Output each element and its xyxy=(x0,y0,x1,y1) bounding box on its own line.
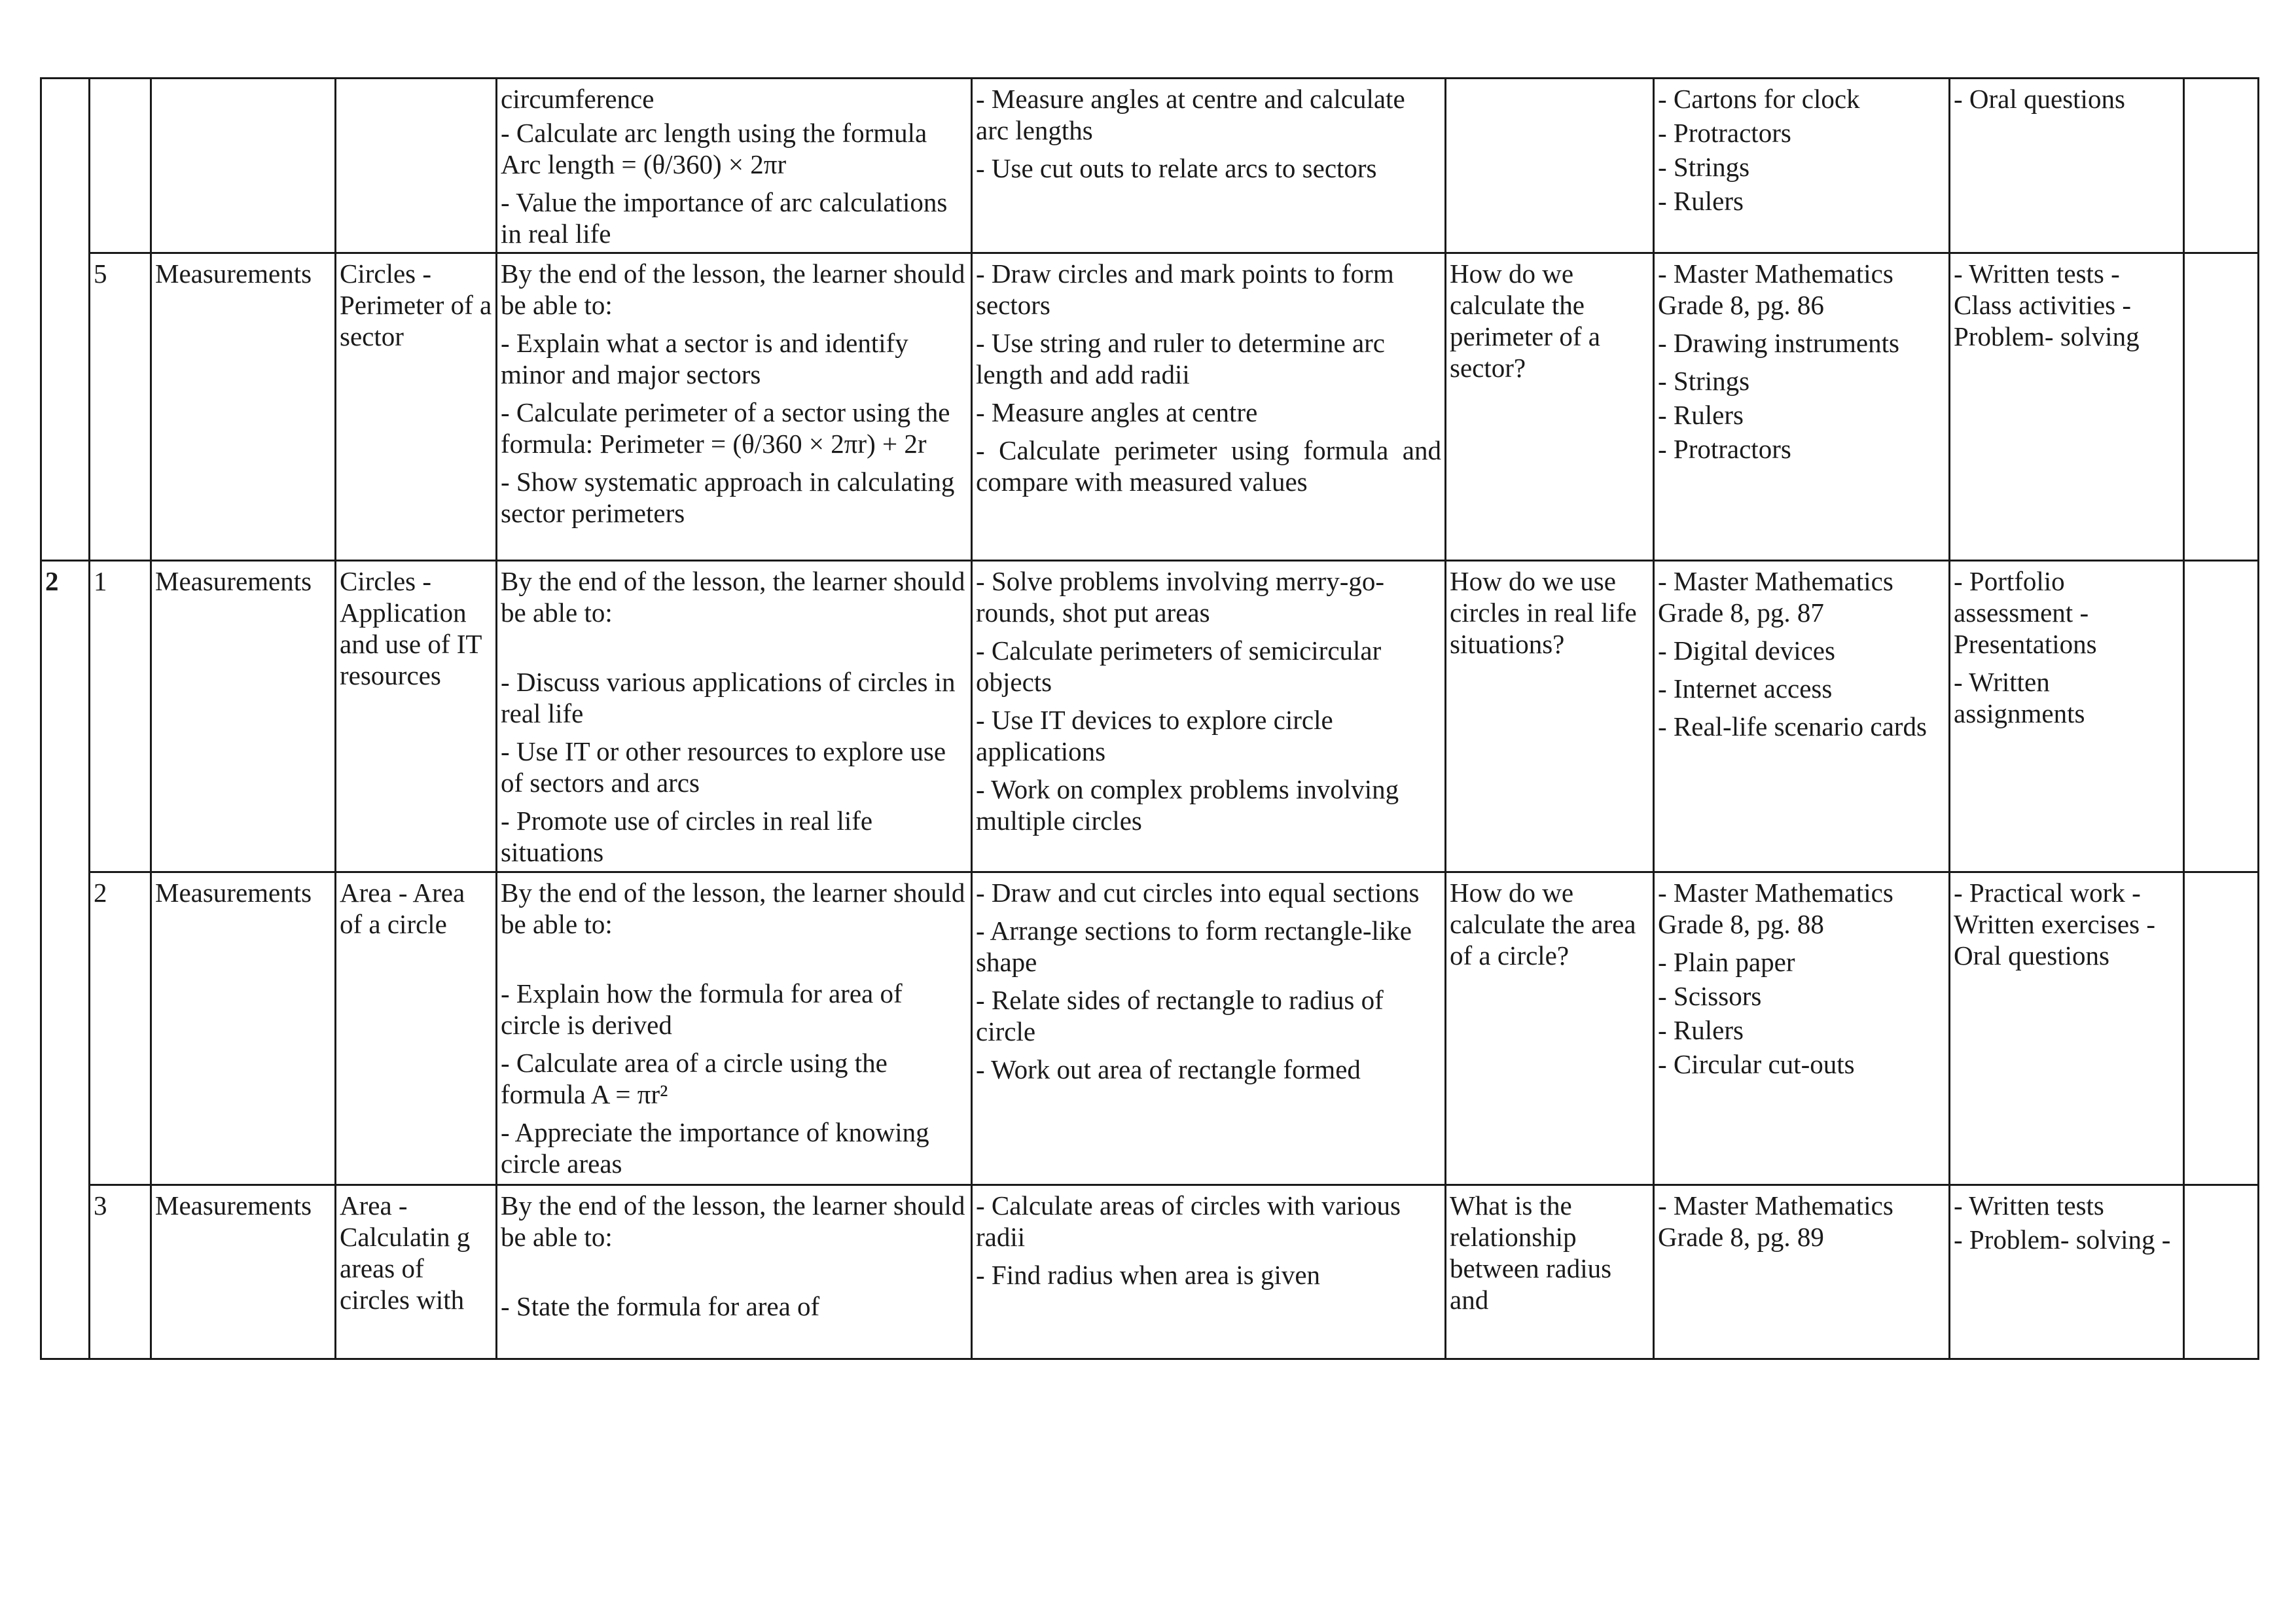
outcome-line: - Value the importance of arc calculations in real life xyxy=(501,187,948,249)
learning-experiences-cell xyxy=(972,253,1446,561)
reflection-cell xyxy=(2184,872,2259,1185)
sub-strand-cell: Circles - Application and use of IT resources xyxy=(336,561,497,872)
week-cell: 2 xyxy=(41,561,90,1359)
resource-line: - Master Mathematics Grade 8, pg. 88 xyxy=(1658,878,1893,939)
inquiry-question-cell: What is the relationship between radius and xyxy=(1446,1185,1654,1359)
experience-line: - Use string and ruler to determine arc length and add radii xyxy=(976,328,1386,389)
outcome-line: - Calculate area of a circle using the formula A = πr² xyxy=(501,1048,888,1109)
reflection-cell xyxy=(2184,79,2259,253)
outcome-line: - Show systematic approach in calculating sector perimeters xyxy=(501,467,955,528)
assessment-cell xyxy=(1950,1185,2184,1359)
resources-cell xyxy=(1654,561,1950,872)
learning-outcomes-cell xyxy=(497,872,972,1185)
resource-line: - Protractors xyxy=(1658,118,1791,148)
resources-cell xyxy=(1654,872,1950,1185)
assessment-cell xyxy=(1950,872,2184,1185)
experience-line: - Find radius when area is given xyxy=(976,1260,1321,1290)
experience-line: - Solve problems involving merry-go-rounds, shot put areas xyxy=(976,566,1385,628)
resource-line: - Scissors xyxy=(1658,981,1762,1011)
table-row xyxy=(41,79,2259,253)
outcome-line: By the end of the lesson, the learner should be able to: xyxy=(501,259,965,320)
resource-line: - Rulers xyxy=(1658,400,1744,430)
outcome-line: - Calculate arc length using the formula Arc length = (θ/360) × 2πr xyxy=(501,118,927,179)
outcome-line: - Discuss various applications of circles in real life xyxy=(501,667,956,728)
scheme-of-work-table xyxy=(40,77,2259,1360)
resource-line: - Rulers xyxy=(1658,1015,1744,1045)
sub-strand-cell: Area - Area of a circle xyxy=(336,872,497,1185)
outcome-line: - Calculate perimeter of a sector using the formula: Perimeter = (θ/360 × 2πr) + 2r xyxy=(501,397,950,459)
learning-experiences-cell xyxy=(972,1185,1446,1359)
reflection-cell xyxy=(2184,253,2259,561)
assessment-line: - Written tests - Class activities - Problem- solving xyxy=(1954,259,2140,351)
inquiry-question-cell: How do we calculate the perimeter of a sector? xyxy=(1446,253,1654,561)
experience-line: - Work out area of rectangle formed xyxy=(976,1054,1361,1084)
strand-cell: Measurements xyxy=(151,1185,336,1359)
experience-line: - Measure angles at centre and calculate arc lengths xyxy=(976,84,1405,145)
outcome-line: - Explain how the formula for area of circle is derived xyxy=(501,978,903,1040)
strand-cell: Measurements xyxy=(151,872,336,1185)
outcome-line: - Promote use of circles in real life situations xyxy=(501,806,873,867)
outcome-line: - Explain what a sector is and identify minor and major sectors xyxy=(501,328,908,389)
lesson-cell: 3 xyxy=(90,1185,151,1359)
assessment-line: - Oral questions xyxy=(1954,84,2125,114)
assessment-cell xyxy=(1950,79,2184,253)
experience-line: - Calculate perimeters of semicircular objects xyxy=(976,635,1382,697)
sub-strand-cell: Area - Calculatin g areas of circles with xyxy=(336,1185,497,1359)
reflection-cell xyxy=(2184,561,2259,872)
outcome-line: By the end of the lesson, the learner should be able to: xyxy=(501,878,965,939)
experience-line: - Measure angles at centre xyxy=(976,397,1258,427)
resources-cell xyxy=(1654,1185,1950,1359)
assessment-line: - Portfolio assessment - Presentations xyxy=(1954,566,2097,659)
strand-cell xyxy=(151,79,336,253)
reflection-cell xyxy=(2184,1185,2259,1359)
outcome-line: By the end of the lesson, the learner should be able to: xyxy=(501,566,965,628)
resource-line: - Master Mathematics Grade 8, pg. 86 xyxy=(1658,259,1893,320)
week-cell xyxy=(41,79,90,561)
table-row xyxy=(41,253,2259,561)
resource-line: - Internet access xyxy=(1658,673,1833,704)
resource-line: - Protractors xyxy=(1658,434,1791,464)
lesson-cell xyxy=(90,79,151,253)
assessment-cell xyxy=(1950,561,2184,872)
outcome-line: By the end of the lesson, the learner should be able to: xyxy=(501,1190,965,1252)
learning-experiences-cell xyxy=(972,872,1446,1185)
sub-strand-cell: Circles - Perimeter of a sector xyxy=(336,253,497,561)
experience-line: - Work on complex problems involving multiple circles xyxy=(976,774,1399,836)
outcome-line: - State the formula for area of xyxy=(501,1291,820,1321)
resource-line: - Strings xyxy=(1658,366,1750,396)
inquiry-question-cell: How do we use circles in real life situations? xyxy=(1446,561,1654,872)
resources-cell xyxy=(1654,253,1950,561)
lesson-cell: 5 xyxy=(90,253,151,561)
inquiry-question-cell xyxy=(1446,79,1654,253)
resource-line: - Strings xyxy=(1658,152,1750,182)
experience-line: - Draw circles and mark points to form sectors xyxy=(976,259,1394,320)
assessment-line: - Written assignments xyxy=(1954,667,2085,728)
sub-strand-cell xyxy=(336,79,497,253)
resource-line: - Plain paper xyxy=(1658,947,1795,977)
experience-line: - Calculate perimeter using formula and compare with measured values xyxy=(976,435,1441,497)
learning-experiences-cell xyxy=(972,79,1446,253)
strand-cell: Measurements xyxy=(151,561,336,872)
resource-line: - Drawing instruments xyxy=(1658,328,1899,358)
learning-outcomes-cell xyxy=(497,79,972,253)
experience-line: - Arrange sections to form rectangle-like shape xyxy=(976,916,1412,977)
outcome-line: - Use IT or other resources to explore use of sectors and arcs xyxy=(501,736,946,798)
experience-line: - Draw and cut circles into equal sections xyxy=(976,878,1420,908)
resource-line: - Real-life scenario cards xyxy=(1658,711,1927,741)
learning-outcomes-cell xyxy=(497,1185,972,1359)
outcome-line: - Appreciate the importance of knowing circle areas xyxy=(501,1117,929,1179)
resource-line: - Cartons for clock xyxy=(1658,84,1860,114)
strand-cell: Measurements xyxy=(151,253,336,561)
table-row xyxy=(41,561,2259,872)
experience-line: - Use IT devices to explore circle applications xyxy=(976,705,1333,766)
assessment-line: - Problem- solving - xyxy=(1954,1224,2171,1255)
resource-line: - Circular cut-outs xyxy=(1658,1049,1855,1079)
experience-line: - Use cut outs to relate arcs to sectors xyxy=(976,153,1377,183)
resources-cell xyxy=(1654,79,1950,253)
table-row xyxy=(41,1185,2259,1359)
outcome-line: circumference xyxy=(501,84,655,114)
inquiry-question-cell: How do we calculate the area of a circle? xyxy=(1446,872,1654,1185)
assessment-line: - Practical work - Written exercises - Oral questions xyxy=(1954,878,2155,971)
learning-outcomes-cell xyxy=(497,253,972,561)
experience-line: - Relate sides of rectangle to radius of circle xyxy=(976,985,1384,1046)
experience-line: - Calculate areas of circles with various radii xyxy=(976,1190,1401,1252)
table-row xyxy=(41,872,2259,1185)
resource-line: - Master Mathematics Grade 8, pg. 87 xyxy=(1658,566,1893,628)
resource-line: - Master Mathematics Grade 8, pg. 89 xyxy=(1658,1190,1893,1252)
assessment-line: - Written tests xyxy=(1954,1190,2104,1221)
lesson-cell: 2 xyxy=(90,872,151,1185)
learning-outcomes-cell xyxy=(497,561,972,872)
resource-line: - Rulers xyxy=(1658,186,1744,216)
learning-experiences-cell xyxy=(972,561,1446,872)
resource-line: - Digital devices xyxy=(1658,635,1835,666)
lesson-cell: 1 xyxy=(90,561,151,872)
assessment-cell xyxy=(1950,253,2184,561)
